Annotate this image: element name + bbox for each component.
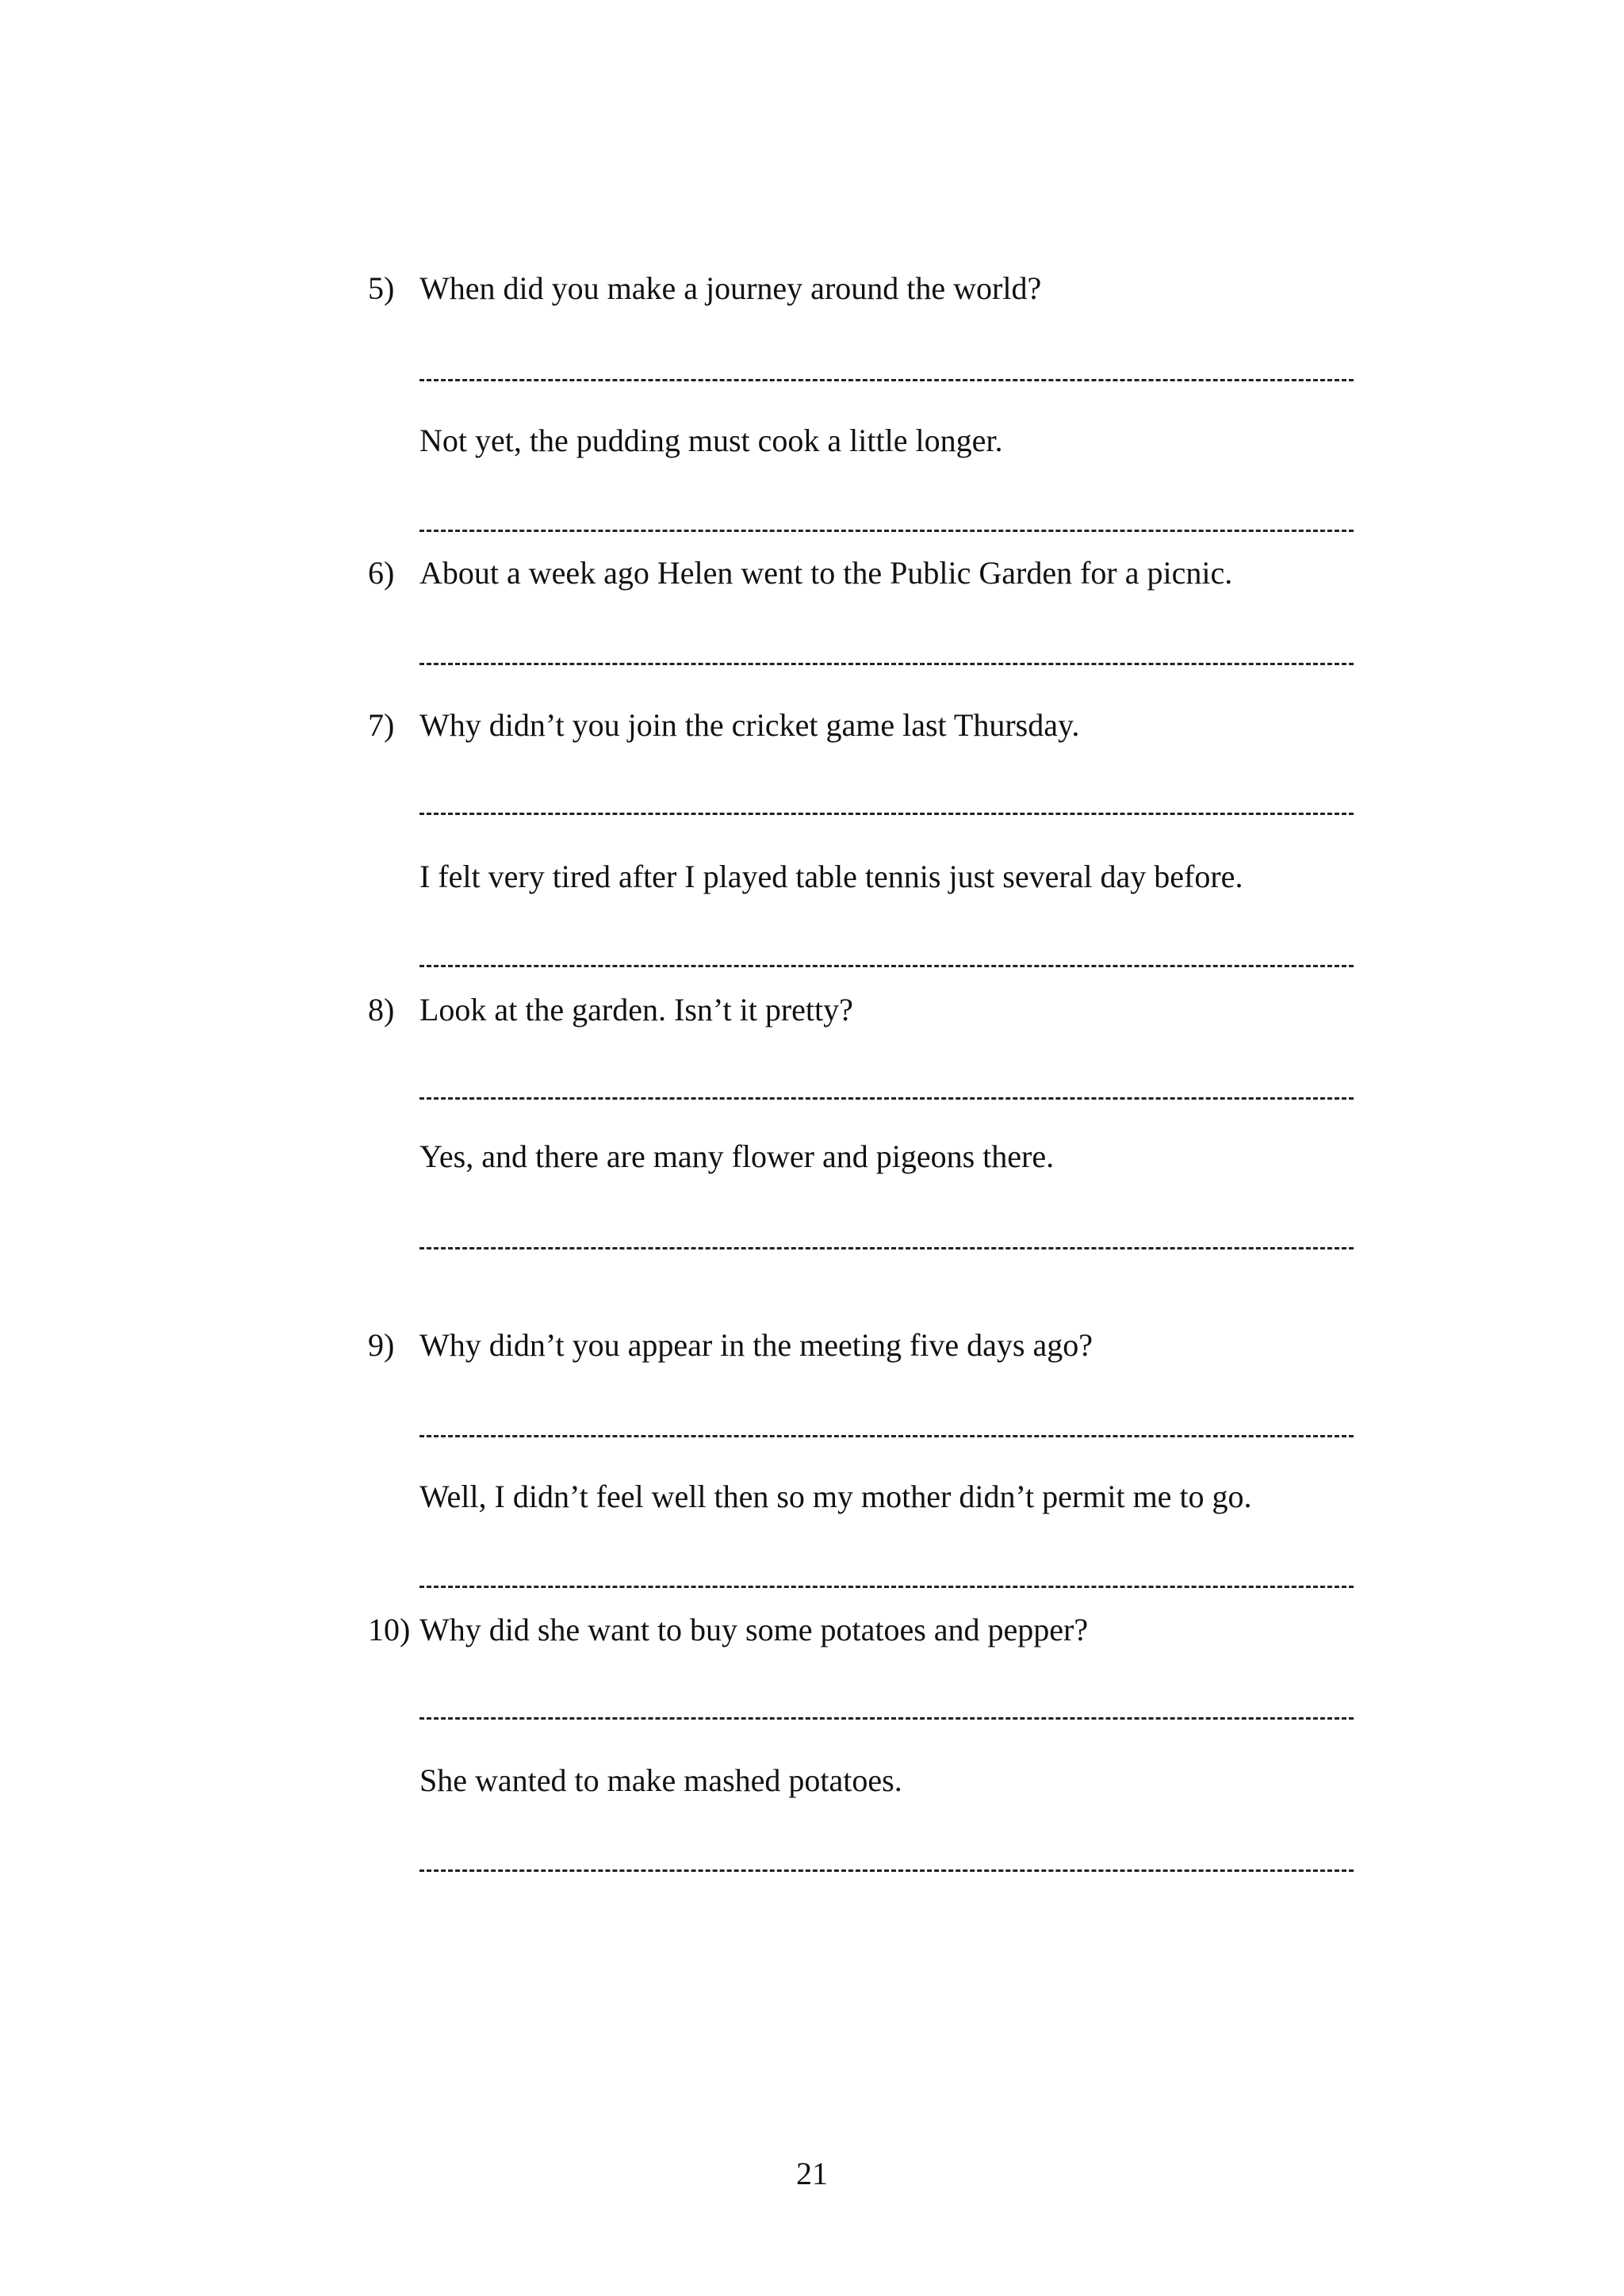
question-number: 8) [368,992,395,1027]
answer-line[interactable] [419,663,1354,665]
answer-line[interactable] [419,1717,1354,1720]
given-answer-text: Not yet, the pudding must cook a little longer. [419,423,1003,458]
answer-line[interactable] [419,379,1354,381]
answer-line[interactable] [419,1435,1354,1437]
answer-line[interactable] [419,1097,1354,1100]
question-text: About a week ago Helen went to the Public Garden for a picnic. [419,555,1233,591]
question-number: 9) [368,1327,395,1363]
answer-line[interactable] [419,1586,1354,1588]
question-text: Why did she want to buy some potatoes and pepper? [419,1612,1089,1647]
page-number: 21 [796,2156,828,2191]
question-text: Look at the garden. Isn’t it pretty? [419,992,853,1027]
given-answer-text: I felt very tired after I played table tennis just several day before. [419,859,1243,894]
given-answer-text: Well, I didn’t feel well then so my mother didn’t permit me to go. [419,1479,1252,1514]
question-text: When did you make a journey around the world? [419,270,1042,306]
given-answer-text: She wanted to make mashed potatoes. [419,1762,902,1798]
question-text: Why didn’t you appear in the meeting five days ago? [419,1327,1094,1363]
answer-line[interactable] [419,1869,1354,1872]
question-number: 6) [368,555,395,591]
given-answer-text: Yes, and there are many flower and pigeons there. [419,1138,1055,1174]
question-number: 5) [368,270,395,306]
answer-line[interactable] [419,1247,1354,1249]
answer-line[interactable] [419,530,1354,532]
answer-line[interactable] [419,965,1354,967]
question-number: 7) [368,707,395,743]
question-text: Why didn’t you join the cricket game last Thursday. [419,707,1080,743]
answer-line[interactable] [419,813,1354,815]
question-number: 10) [368,1612,411,1647]
